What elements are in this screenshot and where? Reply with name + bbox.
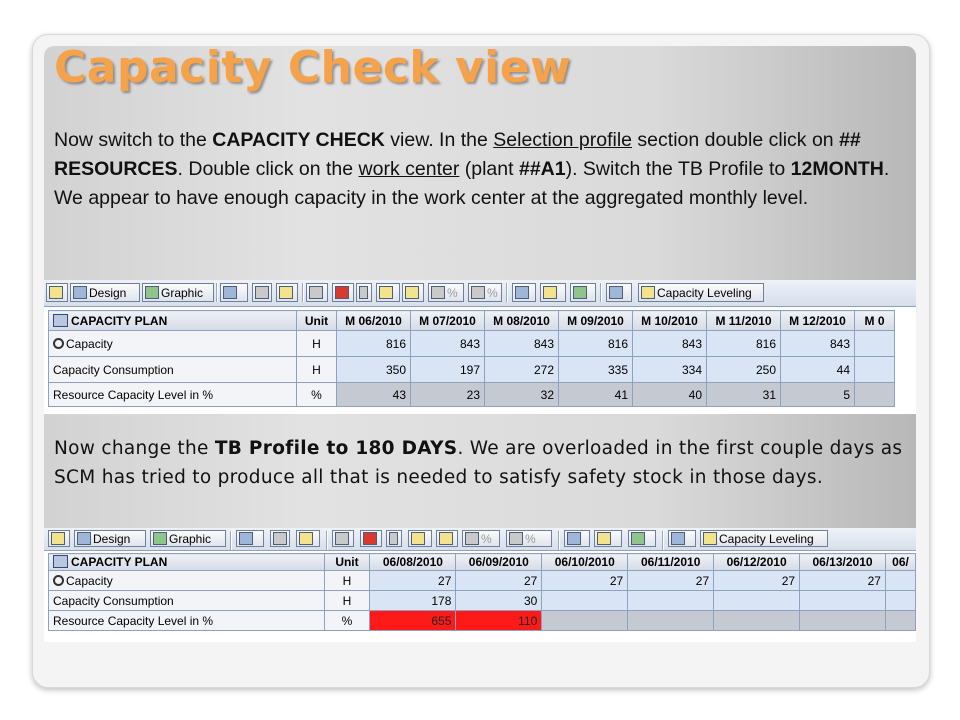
zoom-button[interactable] xyxy=(564,530,590,547)
value-cell[interactable]: 5 xyxy=(781,383,855,407)
value-cell[interactable] xyxy=(714,591,800,611)
open-folder-button[interactable] xyxy=(48,530,70,547)
p1-bold-plant: ##A1 xyxy=(518,158,566,180)
percent-label: % xyxy=(447,285,458,300)
table-row-resource-capacity-level xyxy=(49,611,916,631)
row-label-capacity-consumption[interactable]: Capacity Consumption xyxy=(49,591,325,611)
capacity-plan-table-monthly xyxy=(48,310,895,407)
filter-icon xyxy=(309,286,323,299)
p1-text: . Double click on the xyxy=(177,158,359,180)
edit-button[interactable] xyxy=(402,283,424,302)
header-period[interactable]: 06/12/2010 xyxy=(714,554,800,571)
percent-label: % xyxy=(487,285,498,300)
value-cell[interactable] xyxy=(542,611,628,631)
pencil-icon xyxy=(405,286,419,299)
capacity-leveling-button[interactable] xyxy=(700,530,828,547)
sap-capacity-monthly-screenshot xyxy=(44,280,916,414)
header-period[interactable]: M 10/2010 xyxy=(633,311,707,331)
header-period[interactable]: 06/08/2010 xyxy=(370,554,456,571)
header-period[interactable]: M 11/2010 xyxy=(707,311,781,331)
value-cell[interactable] xyxy=(800,611,886,631)
magnifier-icon xyxy=(567,532,581,545)
value-cell[interactable]: 843 xyxy=(485,331,559,357)
graphic-label: Graphic xyxy=(161,285,204,300)
design-icon xyxy=(77,532,91,545)
toolbar-separator xyxy=(600,283,602,302)
header-period[interactable]: M 08/2010 xyxy=(485,311,559,331)
row-label-resource-capacity-level[interactable]: Resource Capacity Level in % xyxy=(49,611,325,631)
p2-text: . We are overloaded in the first couple days as SCM has tried to produce all that is needed to satisfy safety stock in those days. xyxy=(54,438,903,488)
magnifier-icon xyxy=(53,575,64,586)
copy-button[interactable] xyxy=(296,530,320,547)
table-settings-button[interactable] xyxy=(668,530,696,547)
value-cell[interactable] xyxy=(855,383,895,407)
header-capacity-plan[interactable] xyxy=(49,311,297,331)
layout-button[interactable] xyxy=(570,283,596,302)
percent-icon xyxy=(465,532,479,545)
p1-bold-capacity-check: CAPACITY CHECK xyxy=(212,129,385,151)
header-capacity-plan[interactable] xyxy=(49,554,325,571)
graphic-icon xyxy=(145,286,159,299)
unit-cell: H xyxy=(297,331,337,357)
value-cell[interactable] xyxy=(800,591,886,611)
row-label: Capacity xyxy=(66,336,113,351)
edit-button[interactable] xyxy=(436,530,458,547)
table-row-capacity-consumption xyxy=(49,357,895,383)
note-icon xyxy=(359,286,368,299)
percent-button[interactable] xyxy=(462,530,500,547)
details-button[interactable] xyxy=(594,530,622,547)
transfer-icon xyxy=(239,532,253,545)
p1-bold-resources: ## RESOURCES xyxy=(54,129,861,180)
calculator-icon xyxy=(273,532,287,545)
percent-label: % xyxy=(481,531,492,546)
copy-icon xyxy=(299,532,313,545)
p1-underline-selection-profile: Selection profile xyxy=(493,129,633,151)
header-period[interactable]: M 09/2010 xyxy=(559,311,633,331)
layout-icon xyxy=(631,532,645,545)
value-cell[interactable] xyxy=(542,591,628,611)
filter-icon xyxy=(335,532,349,545)
toolbar-separator xyxy=(302,283,304,302)
value-cell[interactable] xyxy=(885,611,915,631)
unit-cell: % xyxy=(324,611,370,631)
layout-button[interactable] xyxy=(628,530,656,547)
p1-text: . We appear to have enough capacity in the work center at the aggregated monthly level. xyxy=(54,158,890,209)
header-period[interactable]: M 12/2010 xyxy=(781,311,855,331)
percent-icon xyxy=(431,286,445,299)
hierarchy-button[interactable] xyxy=(408,530,432,547)
note-button[interactable] xyxy=(386,530,402,547)
value-cell[interactable]: 40 xyxy=(633,383,707,407)
header-period[interactable]: 06/13/2010 xyxy=(800,554,886,571)
pencil-icon xyxy=(439,532,453,545)
unit-cell: H xyxy=(324,591,370,611)
graphic-button[interactable] xyxy=(150,530,226,547)
table-icon xyxy=(53,314,68,327)
value-cell[interactable]: 27 xyxy=(628,571,714,591)
value-cell[interactable]: 816 xyxy=(559,331,633,357)
hierarchy-button[interactable] xyxy=(376,283,400,302)
percent-button[interactable] xyxy=(428,283,464,302)
unit-cell: H xyxy=(324,571,370,591)
header-period[interactable]: 06/10/2010 xyxy=(542,554,628,571)
value-cell[interactable] xyxy=(714,611,800,631)
value-cell[interactable]: 27 xyxy=(714,571,800,591)
row-label-capacity[interactable] xyxy=(49,571,325,591)
calculator-button[interactable] xyxy=(252,283,272,302)
value-cell[interactable] xyxy=(885,571,915,591)
value-cell[interactable]: 250 xyxy=(707,357,781,383)
row-label-capacity[interactable] xyxy=(49,331,297,357)
percent-button-2[interactable] xyxy=(506,530,552,547)
table-icon xyxy=(671,532,685,545)
table-row-capacity-consumption xyxy=(49,591,916,611)
hierarchy-icon xyxy=(411,532,425,545)
capacity-plan-table-daily xyxy=(48,553,916,631)
design-button[interactable] xyxy=(70,283,140,302)
p1-text: view. In the xyxy=(384,129,494,151)
open-folder-button[interactable] xyxy=(46,283,68,302)
header-period[interactable]: M 07/2010 xyxy=(411,311,485,331)
graphic-icon xyxy=(153,532,167,545)
calculator-button[interactable] xyxy=(270,530,290,547)
folder-icon xyxy=(49,286,63,299)
capacity-leveling-button[interactable] xyxy=(638,283,764,302)
overload-value-cell[interactable]: 110 xyxy=(456,611,542,631)
p1-text: (plant xyxy=(459,158,519,180)
toolbar-separator xyxy=(506,283,508,302)
hierarchy-icon xyxy=(379,286,393,299)
percent-label: % xyxy=(525,531,536,546)
capacity-leveling-label: Capacity Leveling xyxy=(657,285,752,300)
table-row-capacity xyxy=(49,571,916,591)
value-cell[interactable]: 334 xyxy=(633,357,707,383)
leveling-icon xyxy=(641,286,655,299)
header-period[interactable]: 06/11/2010 xyxy=(628,554,714,571)
magnifier-icon xyxy=(53,338,64,349)
capacity-leveling-label: Capacity Leveling xyxy=(719,531,814,546)
design-label: Design xyxy=(93,531,131,546)
value-cell[interactable]: 41 xyxy=(559,383,633,407)
header-label: CAPACITY PLAN xyxy=(71,313,168,328)
value-cell[interactable]: 27 xyxy=(542,571,628,591)
percent-icon xyxy=(509,532,523,545)
value-cell[interactable] xyxy=(855,357,895,383)
note-icon xyxy=(389,532,398,545)
value-cell[interactable]: 178 xyxy=(370,591,456,611)
table-icon xyxy=(53,555,68,568)
details-icon xyxy=(597,532,611,545)
value-cell[interactable]: 30 xyxy=(456,591,542,611)
details-button[interactable] xyxy=(540,283,566,302)
value-cell[interactable]: 31 xyxy=(707,383,781,407)
value-cell[interactable]: 27 xyxy=(456,571,542,591)
copy-button[interactable] xyxy=(276,283,298,302)
value-cell[interactable]: 843 xyxy=(411,331,485,357)
instruction-paragraph-1 xyxy=(54,126,914,213)
value-cell[interactable]: 27 xyxy=(800,571,886,591)
table-header-row xyxy=(49,311,895,331)
folder-icon xyxy=(51,532,65,545)
table-icon xyxy=(609,286,623,299)
filter-button[interactable] xyxy=(332,530,354,547)
p2-text: Now change the xyxy=(54,438,215,459)
p1-text: section double click on xyxy=(632,129,840,151)
row-label: Capacity xyxy=(66,573,113,588)
value-cell[interactable]: 23 xyxy=(411,383,485,407)
instruction-paragraph-2 xyxy=(54,434,914,492)
filter-button[interactable] xyxy=(306,283,328,302)
transfer-button[interactable] xyxy=(236,530,264,547)
row-label-capacity-consumption[interactable]: Capacity Consumption xyxy=(49,357,297,383)
percent-icon xyxy=(471,286,485,299)
p1-underline-work-center: work center xyxy=(358,158,460,180)
p1-bold-12month: 12MONTH xyxy=(790,158,884,180)
unit-cell: % xyxy=(297,383,337,407)
header-period[interactable]: 06/ xyxy=(885,554,915,571)
table-row-capacity xyxy=(49,331,895,357)
table-settings-button[interactable] xyxy=(606,283,632,302)
transfer-button[interactable] xyxy=(220,283,248,302)
toolbar-separator xyxy=(662,531,664,550)
toolbar-separator xyxy=(230,531,232,550)
overload-value-cell[interactable]: 655 xyxy=(370,611,456,631)
toolbar-separator xyxy=(216,283,218,302)
design-icon xyxy=(73,286,87,299)
toolbar-separator xyxy=(326,531,328,550)
layout-icon xyxy=(573,286,587,299)
row-label-resource-capacity-level[interactable]: Resource Capacity Level in % xyxy=(49,383,297,407)
alert-button[interactable] xyxy=(332,283,354,302)
header-unit[interactable]: Unit xyxy=(324,554,370,571)
header-period[interactable]: M 0 xyxy=(855,311,895,331)
graphic-label: Graphic xyxy=(169,531,212,546)
calculator-icon xyxy=(255,286,269,299)
value-cell[interactable] xyxy=(628,591,714,611)
p2-bold-tb-profile: TB Profile to 180 DAYS xyxy=(214,438,458,459)
header-unit[interactable]: Unit xyxy=(297,311,337,331)
value-cell[interactable]: 816 xyxy=(707,331,781,357)
value-cell[interactable]: 32 xyxy=(485,383,559,407)
value-cell[interactable]: 43 xyxy=(337,383,411,407)
p1-text: Now switch to the xyxy=(54,129,213,151)
header-label: CAPACITY PLAN xyxy=(71,555,168,569)
alert-icon xyxy=(335,286,349,299)
value-cell[interactable]: 272 xyxy=(485,357,559,383)
leveling-icon xyxy=(703,532,717,545)
value-cell[interactable] xyxy=(855,331,895,357)
value-cell[interactable]: 335 xyxy=(559,357,633,383)
percent-button-2[interactable] xyxy=(468,283,502,302)
details-icon xyxy=(543,286,557,299)
design-button[interactable] xyxy=(74,530,146,547)
header-period[interactable]: M 06/2010 xyxy=(337,311,411,331)
sap-toolbar xyxy=(44,280,916,307)
value-cell[interactable]: 27 xyxy=(370,571,456,591)
value-cell[interactable]: 843 xyxy=(633,331,707,357)
value-cell[interactable]: 816 xyxy=(337,331,411,357)
zoom-button[interactable] xyxy=(512,283,536,302)
copy-icon xyxy=(279,286,293,299)
slide-title: Capacity Check view xyxy=(54,46,572,93)
value-cell[interactable]: 44 xyxy=(781,357,855,383)
unit-cell: H xyxy=(297,357,337,383)
alert-icon xyxy=(363,532,377,545)
sap-capacity-daily-screenshot xyxy=(44,528,916,642)
value-cell[interactable] xyxy=(628,611,714,631)
toolbar-separator xyxy=(558,531,560,550)
header-period[interactable]: 06/09/2010 xyxy=(456,554,542,571)
value-cell[interactable]: 843 xyxy=(781,331,855,357)
transfer-icon xyxy=(223,286,237,299)
magnifier-icon xyxy=(515,286,529,299)
note-button[interactable] xyxy=(356,283,372,302)
value-cell[interactable] xyxy=(885,591,915,611)
value-cell[interactable]: 197 xyxy=(411,357,485,383)
design-label: Design xyxy=(89,285,127,300)
table-row-resource-capacity-level xyxy=(49,383,895,407)
value-cell[interactable]: 350 xyxy=(337,357,411,383)
table-header-row xyxy=(49,554,916,571)
alert-button[interactable] xyxy=(360,530,382,547)
graphic-button[interactable] xyxy=(142,283,214,302)
sap-toolbar xyxy=(44,528,916,551)
p1-text: ). Switch the TB Profile to xyxy=(565,158,791,180)
